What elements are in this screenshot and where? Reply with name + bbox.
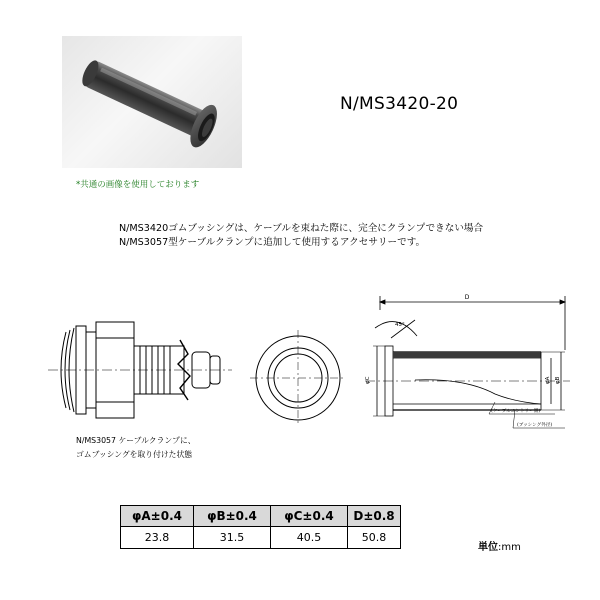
table-cell-phi-a: 23.8 [121,527,194,549]
rubber-bushing-photo [62,36,242,168]
label-phi-b: φB [555,376,561,384]
description-line-1: N/MS3420ゴムブッシングは、ケーブルを束ねた際に、完全にクランプできない場合 [119,223,484,234]
label-phi-a: φA [545,376,551,384]
unit-value: :mm [498,542,521,553]
table-cell-d: 50.8 [348,527,401,549]
label-d: D [464,294,470,301]
unit-label-text: 単位 [478,542,498,553]
table-header-phi-c: φC±0.4 [271,506,348,527]
label-phi-c: φC [365,376,371,384]
table-header-phi-a: φA±0.4 [121,506,194,527]
table-header-row [121,506,401,527]
model-number: N/MS3420-20 [340,94,459,114]
unit-label [478,538,521,553]
assembly-drawing [40,310,240,430]
table-cell-phi-b: 31.5 [194,527,271,549]
assembly-caption [76,434,196,462]
image-note: *共通の画像を使用しております [76,180,200,190]
section-drawing [355,290,575,440]
end-view-drawing [248,328,348,428]
label-cable-entry: (ケーブルエントリー側) [491,409,541,414]
table-header-phi-b: φB±0.4 [194,506,271,527]
label-bushing-outer: (ブッシング外径) [517,423,553,428]
label-angle: 45° [395,322,405,328]
description-line-2: N/MS3057型ケーブルクランプに追加して使用するアクセサリーです。 [119,237,426,248]
assembly-caption-line-1: N/MS3057 ケーブルクランプに、 [76,436,196,445]
dimensions-table [120,505,401,549]
product-photo [62,36,242,168]
table-row [121,527,401,549]
table-cell-phi-c: 40.5 [271,527,348,549]
table-header-d: D±0.8 [348,506,401,527]
product-description [119,222,483,250]
assembly-caption-line-2: ゴムブッシングを取り付けた状態 [76,450,193,459]
